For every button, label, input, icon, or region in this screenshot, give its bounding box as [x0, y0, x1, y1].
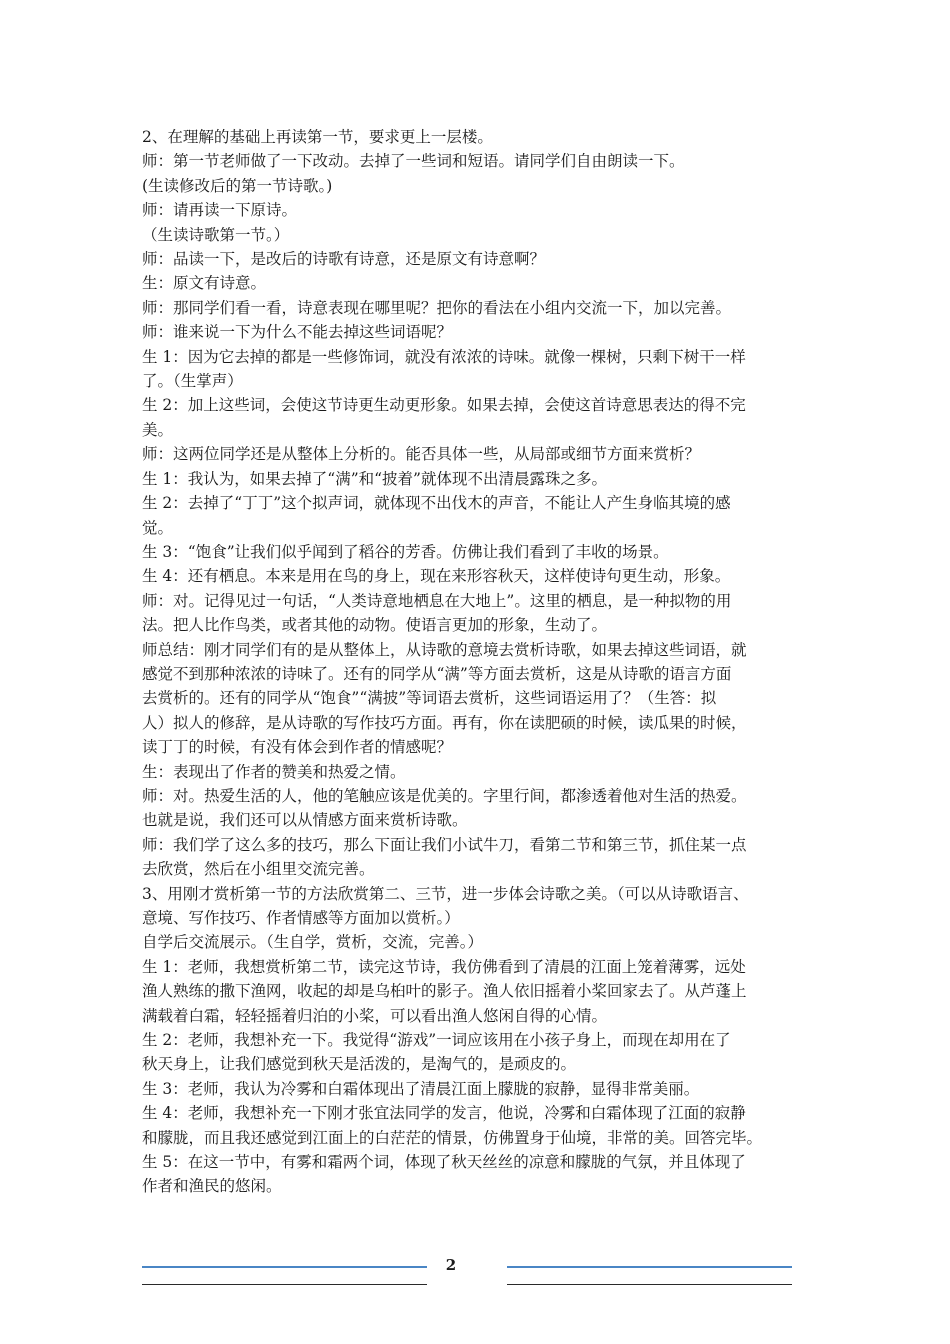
text-line: 生：原文有诗意。: [142, 274, 267, 293]
text-line: 法。把人比作鸟类，或者其他的动物。使语言更加的形象，生动了。: [142, 616, 608, 635]
text-line: 生 1：我认为，如果去掉了“满”和“披着”就体现不出清晨露珠之多。: [142, 469, 607, 488]
text-line: 自学后交流展示。（生自学，赏析，交流，完善。）: [142, 933, 484, 952]
text-line: 满载着白霜，轻轻摇着归泊的小桨，可以看出渔人悠闲自得的心情。: [142, 1006, 608, 1025]
text-line: 2、在理解的基础上再读第一节，要求更上一层楼。: [142, 128, 493, 146]
text-line: 生 2：老师，我想补充一下。我觉得“游戏”一词应该用在小孩子身上，而现在却用在了: [142, 1031, 731, 1050]
text-line: 生 5：在这一节中，有雾和霜两个词，体现了秋天丝丝的凉意和朦胧的气氛，并且体现了: [142, 1153, 746, 1172]
text-line: 生 4：老师，我想补充一下刚才张宜法同学的发言，他说，冷雾和白霜体现了江面的寂静: [142, 1104, 746, 1123]
footer-rule-top-left: [142, 1266, 427, 1268]
text-line: 生 3：“饱食”让我们似乎闻到了稻谷的芳香。仿佛让我们看到了丰收的场景。: [142, 542, 669, 561]
text-line: 师：对。热爱生活的人，他的笔触应该是优美的。字里行间，都渗透着他对生活的热爱。: [142, 786, 747, 805]
text-line: 去赏析的。还有的同学从“饱食”“满披”等词语去赏析，这些词语运用了？（生答：拟: [142, 689, 717, 708]
text-line: 生 4：还有栖息。本来是用在鸟的身上，现在来形容秋天，这样使诗句更生动，形象。: [142, 567, 731, 586]
text-line: 师：请再读一下原诗。: [142, 201, 298, 220]
footer-rule-bottom-right: [507, 1284, 792, 1285]
text-line: 师：这两位同学还是从整体上分析的。能否具体一些，从局部或细节方面来赏析？: [142, 445, 701, 464]
text-line: 生：表现出了作者的赞美和热爱之情。: [142, 762, 406, 781]
text-line: 渔人熟练的撒下渔网，收起的却是乌桕叶的影子。渔人依旧摇着小桨回家去了。从芦蓬上: [142, 982, 747, 1001]
text-line: 生 2：加上这些词，会使这节诗更生动更形象。如果去掉，会使这首诗意思表达的得不完: [142, 396, 746, 415]
text-line: 去欣赏，然后在小组里交流完善。: [142, 860, 375, 879]
document-body: [142, 125, 812, 1199]
text-line: 人）拟人的修辞，是从诗歌的写作技巧方面。再有，你在读肥硕的时候，读瓜果的时候，: [142, 713, 747, 732]
text-line: 师：品读一下，是改后的诗歌有诗意，还是原文有诗意啊？: [142, 250, 546, 269]
text-line: 生 3：老师，我认为冷雾和白霜体现出了清晨江面上朦胧的寂静，显得非常美丽。: [142, 1079, 700, 1098]
text-line: 读丁丁的时候，有没有体会到作者的情感呢？: [142, 738, 453, 757]
text-line: 生 1：因为它去掉的都是一些修饰词，就没有浓浓的诗味。就像一棵树，只剩下树干一样: [142, 347, 746, 366]
page-number: 2: [445, 1256, 457, 1274]
page-footer: [0, 1258, 950, 1298]
text-line: 师：对。记得见过一句话，“人类诗意地栖息在大地上”。这里的栖息，是一种拟物的用: [142, 591, 732, 610]
footer-rule-top-right: [507, 1266, 792, 1268]
text-line: (生读修改后的第一节诗歌。): [142, 176, 333, 195]
text-line: 和朦胧，而且我还感觉到江面上的白茫茫的情景，仿佛置身于仙境，非常的美。回答完毕。: [142, 1128, 763, 1147]
text-line: 师总结：刚才同学们有的是从整体上，从诗歌的意境去赏析诗歌，如果去掉这些词语，就: [142, 640, 747, 659]
text-line: 师：那同学们看一看，诗意表现在哪里呢？把你的看法在小组内交流一下，加以完善。: [142, 298, 732, 317]
text-line: 师：我们学了这么多的技巧，那么下面让我们小试牛刀，看第二节和第三节，抓住某一点: [142, 835, 747, 854]
text-line: 感觉不到那种浓浓的诗味了。还有的同学从“满”等方面去赏析，这是从诗歌的语言方面: [142, 664, 732, 683]
text-line: 意境、写作技巧、作者情感等方面加以赏析。）: [142, 909, 460, 927]
text-line: （生读诗歌第一节。）: [142, 225, 290, 244]
text-line: 秋天身上，让我们感觉到秋天是活泼的，是淘气的，是顽皮的。: [142, 1055, 577, 1074]
text-line: 美。: [142, 420, 174, 439]
text-line: 师：谁来说一下为什么不能去掉这些词语呢？: [142, 323, 453, 342]
text-line: 了。（生掌声）: [142, 372, 243, 391]
text-line: 师：第一节老师做了一下改动。去掉了一些词和短语。请同学们自由朗读一下。: [142, 152, 685, 171]
text-line: 觉。: [142, 518, 174, 537]
text-line: 生 1：老师，我想赏析第二节，读完这节诗，我仿佛看到了清晨的江面上笼着薄雾，远处: [142, 957, 746, 976]
text-line: 作者和渔民的悠闲。: [142, 1177, 282, 1196]
text-line: 也就是说，我们还可以从情感方面来赏析诗歌。: [142, 811, 468, 830]
footer-rule-bottom-left: [142, 1284, 427, 1285]
text-line: 3、用刚才赏析第一节的方法欣赏第二、三节，进一步体会诗歌之美。（可以从诗歌语言、: [142, 884, 749, 903]
text-line: 生 2：去掉了“丁丁”这个拟声词，就体现不出伐木的声音，不能让人产生身临其境的感: [142, 494, 731, 513]
